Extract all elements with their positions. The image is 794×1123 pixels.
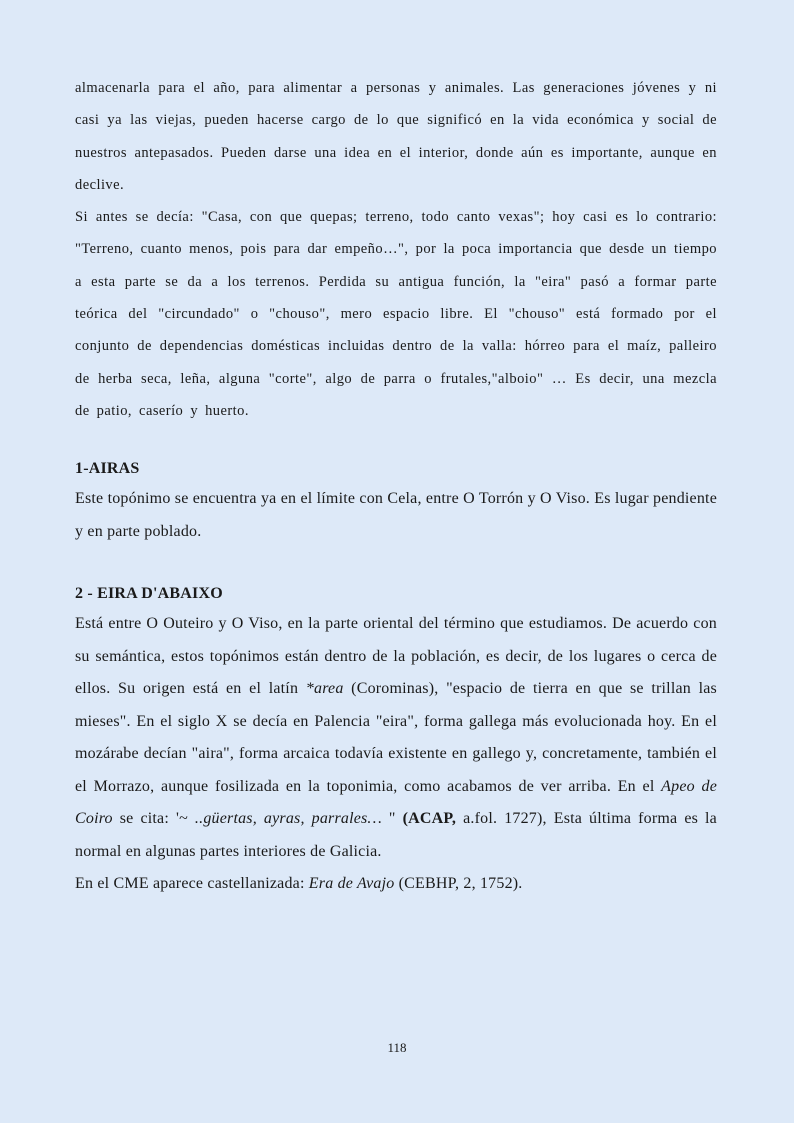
text-span: a.fol. 1727), Esta última forma es la normal en algunas partes interiores de Galicia. [75,810,717,860]
source-abbrev: (ACAP, [402,810,457,828]
page-number: 118 [387,1040,407,1055]
text-span: " [381,810,403,828]
section-text-eira-dabaixo-2 [75,868,717,901]
text-span: se cita: '~ [112,810,195,828]
intro-paragraph-2: Si antes se decía: "Casa, con que quepas; terreno, todo canto vexas"; hoy casi es lo contrario: "Terreno, cuanto menos, pois para dar empeño…", por la poca importancia que desde un tiempo a esta parte se da a los terrenos. Perdida su antigua función, la "eira" pasó a formar parte teórica del "circundado" o "chouso", mero espacio libre. El "chouso" está formado por el conjunto de dependencias domésticas incluidas dentro de la valla: hórreo para el maíz, palleiro de herba seca, leña, alguna "corte", algo de parra o frutales,"alboio" … Es decir, una mezcla de patio, caserío y huerto. [75,209,717,419]
intro-paragraph-1: almacenarla para el año, para alimentar a personas y animales. Las generaciones jóvenes y ni casi ya las viejas, pueden hacerse cargo de lo que significó en la vida económica y social de nuestros antepasados. Pueden darse una idea en el interior, donde aún es importante, aunque en declive. [75,80,717,193]
source-title: Apeo de Coiro [75,777,717,828]
latin-term: *area [305,680,344,698]
section-eira-dabaixo [75,580,717,901]
text-span: Está entre O Outeiro y O Viso, en la parte oriental del término que estudiamos. De acuerdo con su semántica, estos topónimos están dentro de la población, es decir, de los lugares o cerca de ellos. Su origen está en el latín [75,615,717,698]
section-text-airas: Este topónimo se encuentra ya en el límite con Cela, entre O Torrón y O Viso. Es lugar pendiente y en parte poblado. [75,490,717,540]
text-span: En el CME aparece castellanizada: [75,875,309,893]
section-airas [75,455,717,548]
section-text-eira-dabaixo [75,608,717,868]
section-heading-eira-dabaixo: 2 - EIRA D'ABAIXO [75,585,223,603]
text-span: (Corominas), "espacio de tierra en que se trillan las mieses". En el siglo X se decía en Palencia "eira", forma gallega más evolucionada hoy. En el mozárabe decían "aira", forma arcaica todavía existente en gallego y, concretamente, también el el Morrazo, aunque fosilizada en la toponimia, como acabamos de ver arriba. En el [75,680,717,795]
text-span: (CEBHP, 2, 1752). [394,875,523,893]
section-heading-airas: 1-AIRAS [75,460,140,478]
quoted-text: ..güertas, ayras, parrales… [194,810,382,828]
document-page [75,72,717,901]
toponym-variant: Era de Avajo [308,875,395,893]
